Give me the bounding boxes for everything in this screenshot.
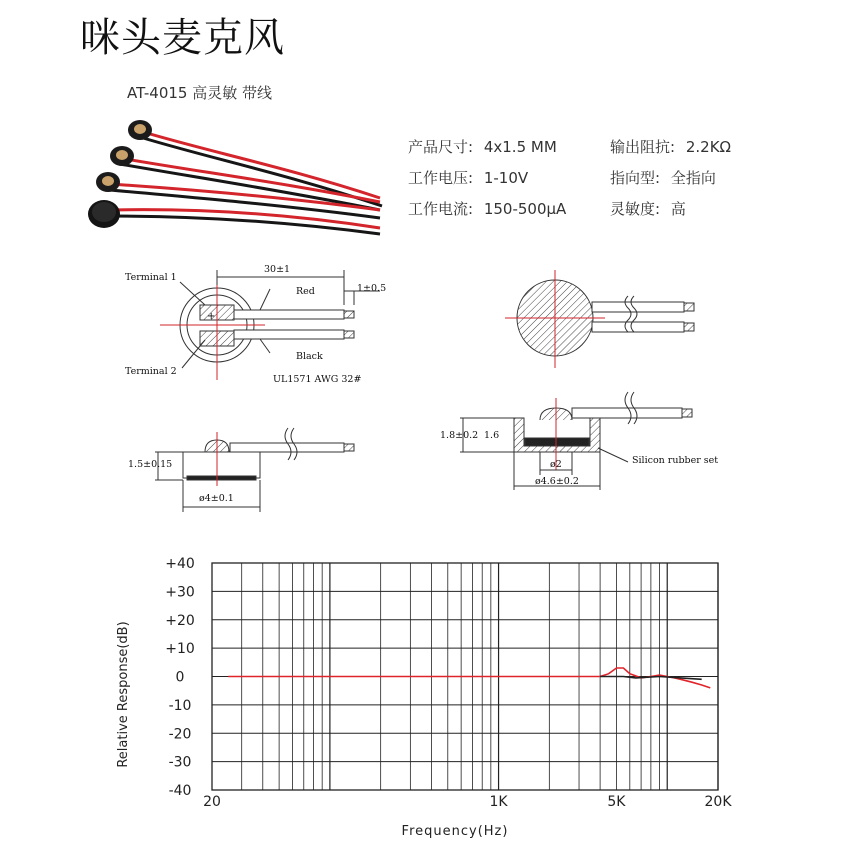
spec-voltage-label: 工作电压: [408,169,474,187]
spec-sensitivity-label: 灵敏度: [610,200,661,218]
spec-current-label: 工作电流: [408,200,474,218]
y-tick-label: +20 [165,612,195,629]
x-tick-label: 20 [203,794,221,810]
spec-impedance [610,136,731,157]
spec-voltage-value: 1-10V [483,169,529,187]
spec-size [408,136,557,157]
dim-30: 30±1 [264,264,291,275]
dim-4-6: ø4.6±0.2 [535,476,579,487]
svg-text:+: + [207,311,216,322]
spec-size-label: 产品尺寸: [408,138,474,156]
y-tick-label: -40 [168,783,192,799]
y-tick-label: +10 [165,641,195,658]
label-terminal-1: Terminal 1 [125,272,177,283]
spec-current [408,198,566,219]
spec-impedance-value: 2.2KΩ [685,138,731,156]
spec-sensitivity [610,198,686,219]
dim-2: ø2 [550,459,562,470]
y-tick-label: 0 [175,669,185,686]
dim-1-8: 1.8±0.2 [440,430,479,441]
x-tick-label: 5K [607,794,626,810]
label-wire-spec: UL1571 AWG 32# [273,374,362,385]
page-title: 咪头麦克风 [80,15,285,61]
label-red: Red [296,286,315,297]
technical-drawing [0,255,847,525]
y-tick-label: -30 [168,754,192,771]
product-subtitle: AT-4015 高灵敏 带线 [127,84,273,102]
side-view-drawing [155,428,354,512]
y-tick-label: +30 [165,584,195,601]
mic-capsule-4 [88,200,120,228]
spec-directivity-value: 全指向 [670,169,716,187]
wire-bundle [110,128,382,234]
y-tick-label: +40 [165,556,195,572]
y-tick-label: -10 [168,697,192,714]
mic-capsule-3 [96,172,120,192]
label-black: Black [296,351,323,362]
mic-capsule-2 [110,146,134,166]
spec-impedance-label: 输出阻抗: [610,138,676,156]
spec-directivity [610,167,716,188]
dim-1-6: 1.6 [484,430,500,441]
label-terminal-2: Terminal 2 [125,366,177,377]
dim-1-5: 1.5±0.15 [128,459,173,470]
spec-sensitivity-value: 高 [670,200,686,218]
top-view-drawing [160,270,380,380]
y-axis-label: Relative Response(dB) [116,621,131,768]
y-tick-label: -20 [168,726,192,743]
front-view-drawing [505,270,694,368]
label-rubber: Silicon rubber set [632,455,719,466]
x-axis-label: Frequency(Hz) [401,824,509,839]
mic-capsule-1 [128,120,152,140]
x-tick-label: 1K [489,794,508,810]
frequency-response-chart [0,540,847,850]
spec-voltage [408,167,528,188]
product-photo [80,110,390,240]
x-tick-label: 20K [704,794,732,810]
dim-4: ø4±0.1 [199,493,234,504]
dim-1: 1±0.5 [357,283,387,294]
spec-directivity-label: 指向型: [610,169,661,187]
spec-current-value: 150-500μA [483,200,567,218]
spec-size-value: 4x1.5 MM [483,138,557,156]
